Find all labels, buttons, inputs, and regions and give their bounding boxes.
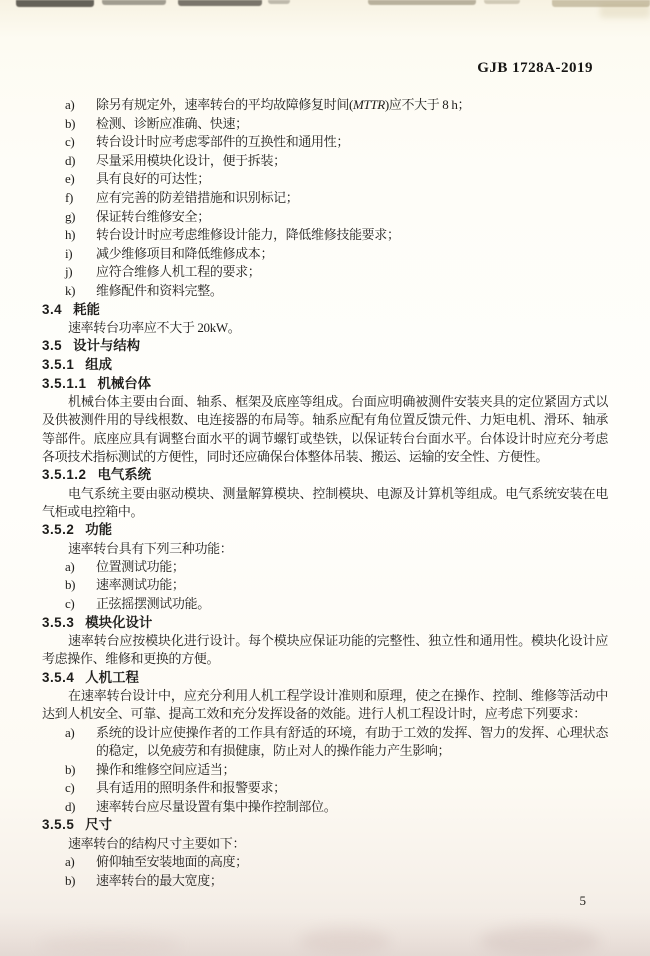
item-text: 速率转台的最大宽度； [96,872,223,888]
item-text: 速率转台应尽量设置有集中操作控制部位。 [96,798,337,814]
scan-artifact [102,0,166,5]
list-item [42,115,608,134]
item-label: d) [65,798,76,814]
list-item [42,595,608,614]
heading-title: 电气系统 [97,466,152,482]
section-heading [42,301,608,320]
heading-title: 组成 [85,356,113,372]
paragraph: 速率转台应按模块化进行设计。每个模块应保证功能的完整性、独立性和通用性。模块化设计应考虑操作、维修和更换的方便。 [42,633,608,667]
scan-artifact [16,0,94,7]
item-label: i) [65,245,73,261]
item-label: j) [65,264,73,280]
item-label: e) [65,171,75,187]
list-item [42,226,608,245]
list-item [42,170,608,189]
paragraph: 速率转台具有下列三种功能： [68,540,233,556]
item-text: 保证转台维修安全； [96,208,210,224]
scan-artifact [368,0,476,5]
list-item [42,96,608,115]
heading-number: 3.5.3 [42,614,75,630]
page-number: 5 [579,893,586,908]
item-label: b) [65,872,76,888]
item-text: 系统的设计应使操作者的工作具有舒适的环境，有助于工效的发挥、智力的发挥、心理状态的稳定，以免疲劳和有损健康，防止对人的操作能力产生影响； [96,724,608,759]
list-item [42,576,608,595]
section-heading [42,466,608,485]
scan-artifact [484,0,520,4]
heading-title: 人机工程 [85,669,139,685]
list-item [42,724,608,761]
item-text: 除另有规定外，速率转台的平均故障修复时间(MTTR)应不大于 8 h； [96,97,471,112]
item-label: a) [65,558,75,574]
heading-number: 3.5.4 [42,669,75,685]
heading-number: 3.5.1.1 [42,375,87,391]
item-text: 俯仰轴至安装地面的高度； [96,854,248,870]
item-label: d) [65,152,76,168]
scan-artifact [600,4,650,18]
item-text: 维修配件和资料完整。 [96,282,223,298]
item-text: 位置测试功能； [96,558,185,574]
item-label: c) [65,134,75,150]
heading-number: 3.5.1 [42,356,75,372]
document-body [42,96,608,890]
item-text: 应符合维修人机工程的要求； [96,264,261,280]
list-item [42,263,608,282]
section-heading [42,614,608,633]
list-item [42,779,608,798]
section-heading [42,669,608,688]
item-text: 速率测试功能； [96,577,185,593]
item-text: 检测、诊断应准确、快速； [96,115,248,131]
heading-title: 机械台体 [97,375,152,391]
heading-number: 3.5.5 [42,817,75,833]
item-label: g) [65,208,76,224]
item-text: 减少维修项目和降低维修成本； [96,245,274,261]
scan-blotch [40,934,180,956]
paragraph: 机械台体主要由台面、轴系、框架及底座等组成。台面应明确被测件安装夹具的定位紧固方式以及供被测件用的导线根数、电连接器的布局等。轴系应配有角位置反馈元件、力矩电机、滑环、轴承等部件。底座应具有调整台面水平的调节螺钉或垫铁，以保证转台台面水平。台体设计时应充分考虑各项技术指标测试的方便性，同时还应确保台体整体吊装、搬运、运输的安全性、方便性。 [42,394,608,464]
heading-number: 3.4 [42,301,63,317]
item-text: 转台设计时应考虑零部件的互换性和通用性； [96,134,350,150]
item-text: 转台设计时应考虑维修设计能力，降低维修技能要求； [96,227,400,243]
heading-number: 3.5.2 [42,521,75,537]
item-text: 具有良好的可达性； [96,171,210,187]
section-heading [42,356,608,375]
list-item [42,245,608,264]
heading-title: 设计与结构 [73,338,141,354]
section-heading [42,521,608,540]
list-item [42,558,608,577]
item-label: h) [65,227,76,243]
section-heading [42,337,608,356]
item-label: b) [65,577,76,593]
list-item [42,872,608,891]
item-text: 尽量采用模块化设计，便于拆装； [96,152,286,168]
item-label: b) [65,115,76,131]
heading-number: 3.5.1.2 [42,466,87,482]
list-item [42,189,608,208]
list-item [42,282,608,301]
heading-title: 尺寸 [85,817,113,833]
item-label: c) [65,780,75,796]
scan-blotch [300,928,390,954]
paragraph: 速率转台的结构尺寸主要如下： [68,836,246,852]
item-text: 具有适用的照明条件和报警要求； [96,780,286,796]
heading-title: 模块化设计 [85,614,153,630]
item-label: c) [65,595,75,611]
list-item [42,853,608,872]
list-item [42,152,608,171]
item-label: a) [65,724,75,740]
item-label: a) [65,97,75,112]
list-item [42,133,608,152]
heading-title: 功能 [85,521,113,537]
heading-number: 3.5 [42,338,63,354]
list-item [42,761,608,780]
item-label: k) [65,282,76,298]
section-heading [42,375,608,394]
list-item [42,798,608,817]
paragraph: 在速率转台设计中，应充分利用人机工程学设计准则和原理，使之在操作、控制、维修等活动中达到人机安全、可靠、提高工效和充分发挥设备的效能。进行人机工程设计时，应考虑下列要求： [42,688,608,722]
item-label: b) [65,761,76,777]
document-number-header: GJB 1728A-2019 [477,60,593,76]
list-item [42,208,608,227]
item-label: f) [65,189,73,205]
scan-artifact [178,0,262,6]
scan-artifact [268,0,290,4]
section-heading [42,816,608,835]
heading-title: 耗能 [73,301,100,317]
item-text: 正弦摇摆测试功能。 [96,595,210,611]
paragraph: 电气系统主要由驱动模块、测量解算模块、控制模块、电源及计算机等组成。电气系统安装在电气柜或电控箱中。 [42,485,608,519]
paragraph: 速率转台功率应不大于 20kW。 [68,320,241,336]
item-label: a) [65,854,75,870]
scan-blotch [480,926,600,956]
item-text: 应有完善的防差错措施和识别标记； [96,189,299,205]
item-text: 操作和维修空间应适当； [96,761,236,777]
